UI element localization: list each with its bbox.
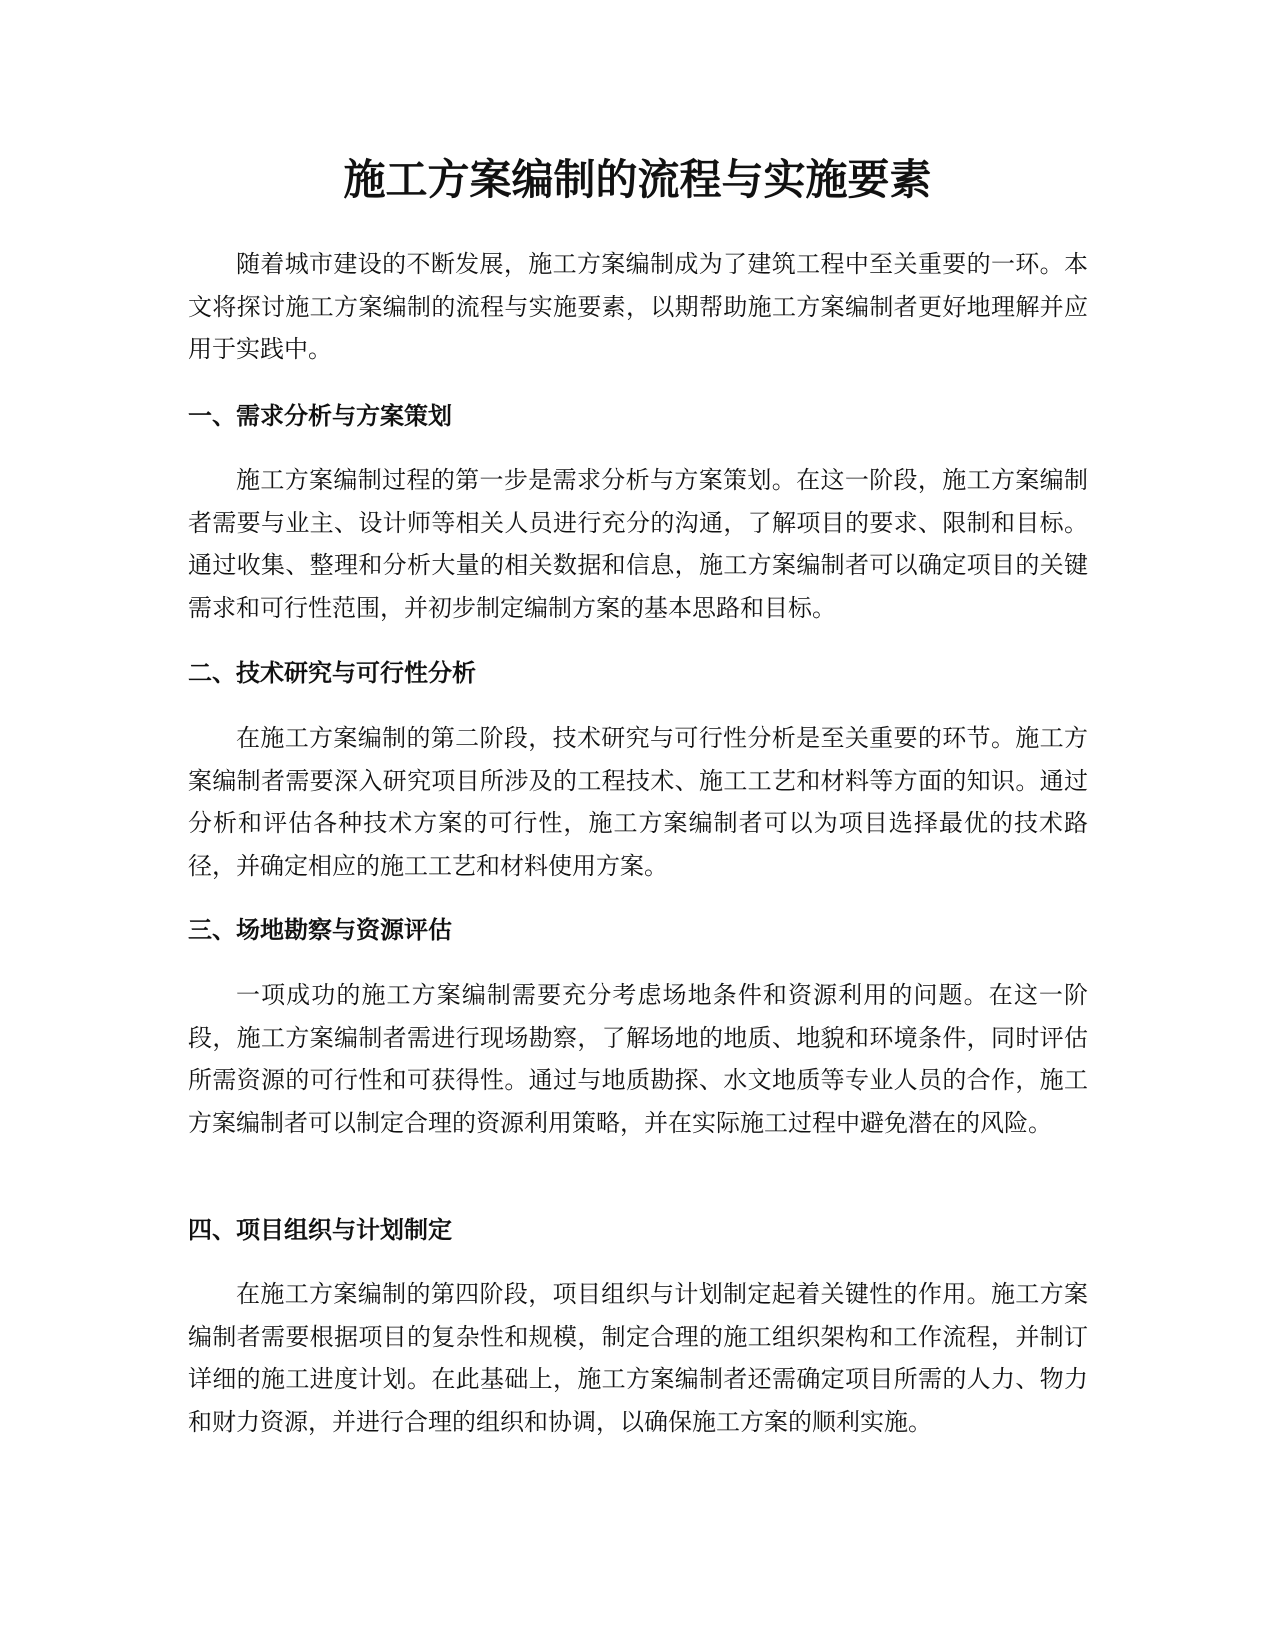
section-3-heading: 三、场地勘察与资源评估	[188, 916, 452, 944]
intro-paragraph: 随着城市建设的不断发展，施工方案编制成为了建筑工程中至关重要的一环。本文将探讨施工方案编制的流程与实施要素，以期帮助施工方案编制者更好地理解并应用于实践中。	[188, 250, 1088, 363]
section-3-body: 一项成功的施工方案编制需要充分考虑场地条件和资源利用的问题。在这一阶段，施工方案编制者需进行现场勘察，了解场地的地质、地貌和环境条件，同时评估所需资源的可行性和可获得性。通过与地质勘探、水文地质等专业人员的合作，施工方案编制者可以制定合理的资源利用策略，并在实际施工过程中避免潜在的风险。	[188, 981, 1088, 1137]
section-1-heading: 一、需求分析与方案策划	[188, 402, 452, 430]
page-title: 施工方案编制的流程与实施要素	[343, 155, 932, 204]
section-2-body: 在施工方案编制的第二阶段，技术研究与可行性分析是至关重要的环节。施工方案编制者需要深入研究项目所涉及的工程技术、施工工艺和材料等方面的知识。通过分析和评估各种技术方案的可行性，施工方案编制者可以为项目选择最优的技术路径，并确定相应的施工工艺和材料使用方案。	[188, 724, 1088, 880]
section-1-body: 施工方案编制过程的第一步是需求分析与方案策划。在这一阶段，施工方案编制者需要与业主、设计师等相关人员进行充分的沟通，了解项目的要求、限制和目标。通过收集、整理和分析大量的相关数据和信息，施工方案编制者可以确定项目的关键需求和可行性范围，并初步制定编制方案的基本思路和目标。	[188, 466, 1088, 622]
section-4-heading: 四、项目组织与计划制定	[188, 1216, 452, 1244]
section-4-body: 在施工方案编制的第四阶段，项目组织与计划制定起着关键性的作用。施工方案编制者需要根据项目的复杂性和规模，制定合理的施工组织架构和工作流程，并制订详细的施工进度计划。在此基础上，施工方案编制者还需确定项目所需的人力、物力和财力资源，并进行合理的组织和协调，以确保施工方案的顺利实施。	[188, 1280, 1088, 1436]
section-2-heading: 二、技术研究与可行性分析	[188, 659, 476, 687]
